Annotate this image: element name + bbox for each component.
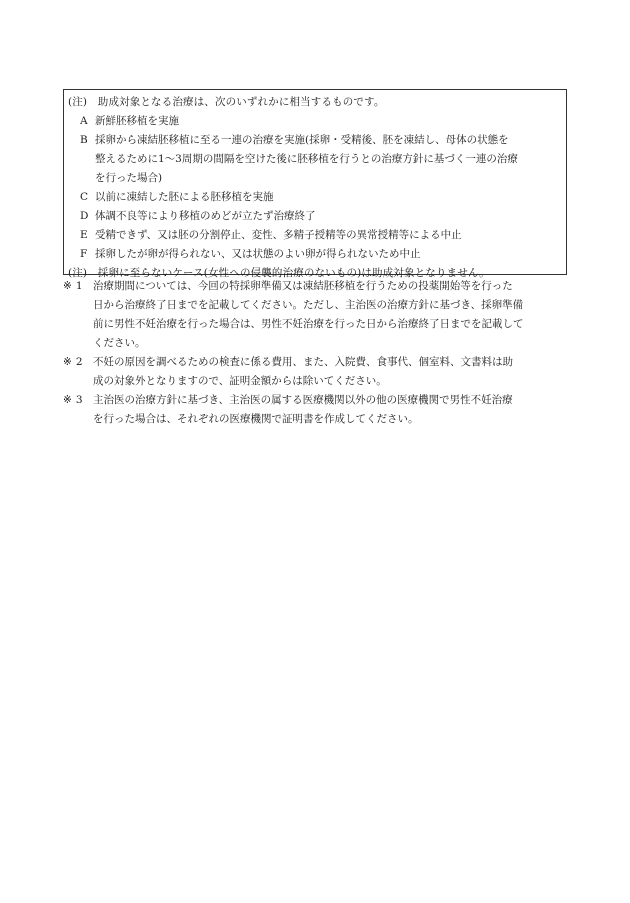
note-text: 成の対象外となりますので、証明金額からは除いてください。 [93, 375, 387, 387]
treatment-item-e [68, 226, 560, 245]
note-text: を行った場合は、それぞれの医療機関で証明書を作成してください。 [93, 413, 419, 425]
note-text: 主治医の治療方針に基づき、主治医の属する医療機関以外の他の医療機関で男性不妊治療 [93, 394, 513, 406]
note-2 [63, 353, 573, 391]
treatment-text: 以前に凍結した胚による胚移植を実施 [95, 191, 274, 203]
treatment-letter: C [80, 191, 89, 203]
note-text: 前に男性不妊治療を行った場合は、男性不妊治療を行った日から治療終了日までを記載して [93, 318, 524, 330]
note-text: 治療期間については、今回の特採卵準備又は凍結胚移植を行うための投薬開始等を行った [93, 280, 513, 292]
treatment-text: 採卵から凍結胚移植に至る一連の治療を実施(採卵・受精後、胚を凍結し、母体の状態を [95, 134, 509, 146]
note-text: 不妊の原因を調べるための検査に係る費用、また、入院費、食事代、個室料、文書料は助 [93, 356, 513, 368]
note-3 [63, 391, 573, 429]
treatment-item-b [68, 131, 560, 188]
treatment-text: 採卵したが卵が得られない、又は状態のよい卵が得られないため中止 [95, 248, 421, 260]
notes-section [63, 277, 573, 429]
treatment-item-f [68, 245, 560, 264]
box-footer-note: (注) 採卵に至らないケース(女性への侵襲的治療のないもの)は助成対象となりません。 [68, 267, 490, 279]
treatment-letter: A [80, 115, 88, 127]
treatment-letter: B [80, 134, 88, 146]
treatment-item-d [68, 207, 560, 226]
note-mark: ※ [63, 280, 72, 292]
treatment-letter: F [80, 248, 88, 260]
note-number: 3 [75, 394, 83, 406]
treatment-text: を行った場合) [95, 172, 163, 184]
note-1 [63, 277, 573, 353]
treatment-item-a [68, 112, 560, 131]
note-mark: ※ [63, 356, 72, 368]
note-text: 日から治療終了日までを記載してください。ただし、主治医の治療方針に基づき、採卵準備 [93, 299, 524, 311]
treatment-letter: E [80, 229, 88, 241]
treatment-text: 受精できず、又は胚の分割停止、変性、多精子授精等の異常授精等による中止 [95, 229, 462, 241]
treatment-text: 体調不良等により移植のめどが立たず治療終了 [95, 210, 316, 222]
note-number: 2 [75, 356, 83, 368]
treatment-letter: D [80, 210, 89, 222]
note-number: 1 [75, 280, 83, 292]
box-heading: (注) 助成対象となる治療は、次のいずれかに相当するものです。 [68, 96, 385, 108]
note-mark: ※ [63, 394, 72, 406]
eligible-treatments-box [63, 89, 567, 279]
note-text: ください。 [93, 337, 146, 349]
treatment-text: 整えるために1～3周期の間隔を空けた後に胚移植を行うとの治療方針に基づく一連の治療 [95, 153, 518, 165]
treatment-item-c [68, 188, 560, 207]
treatment-text: 新鮮胚移植を実施 [95, 115, 179, 127]
